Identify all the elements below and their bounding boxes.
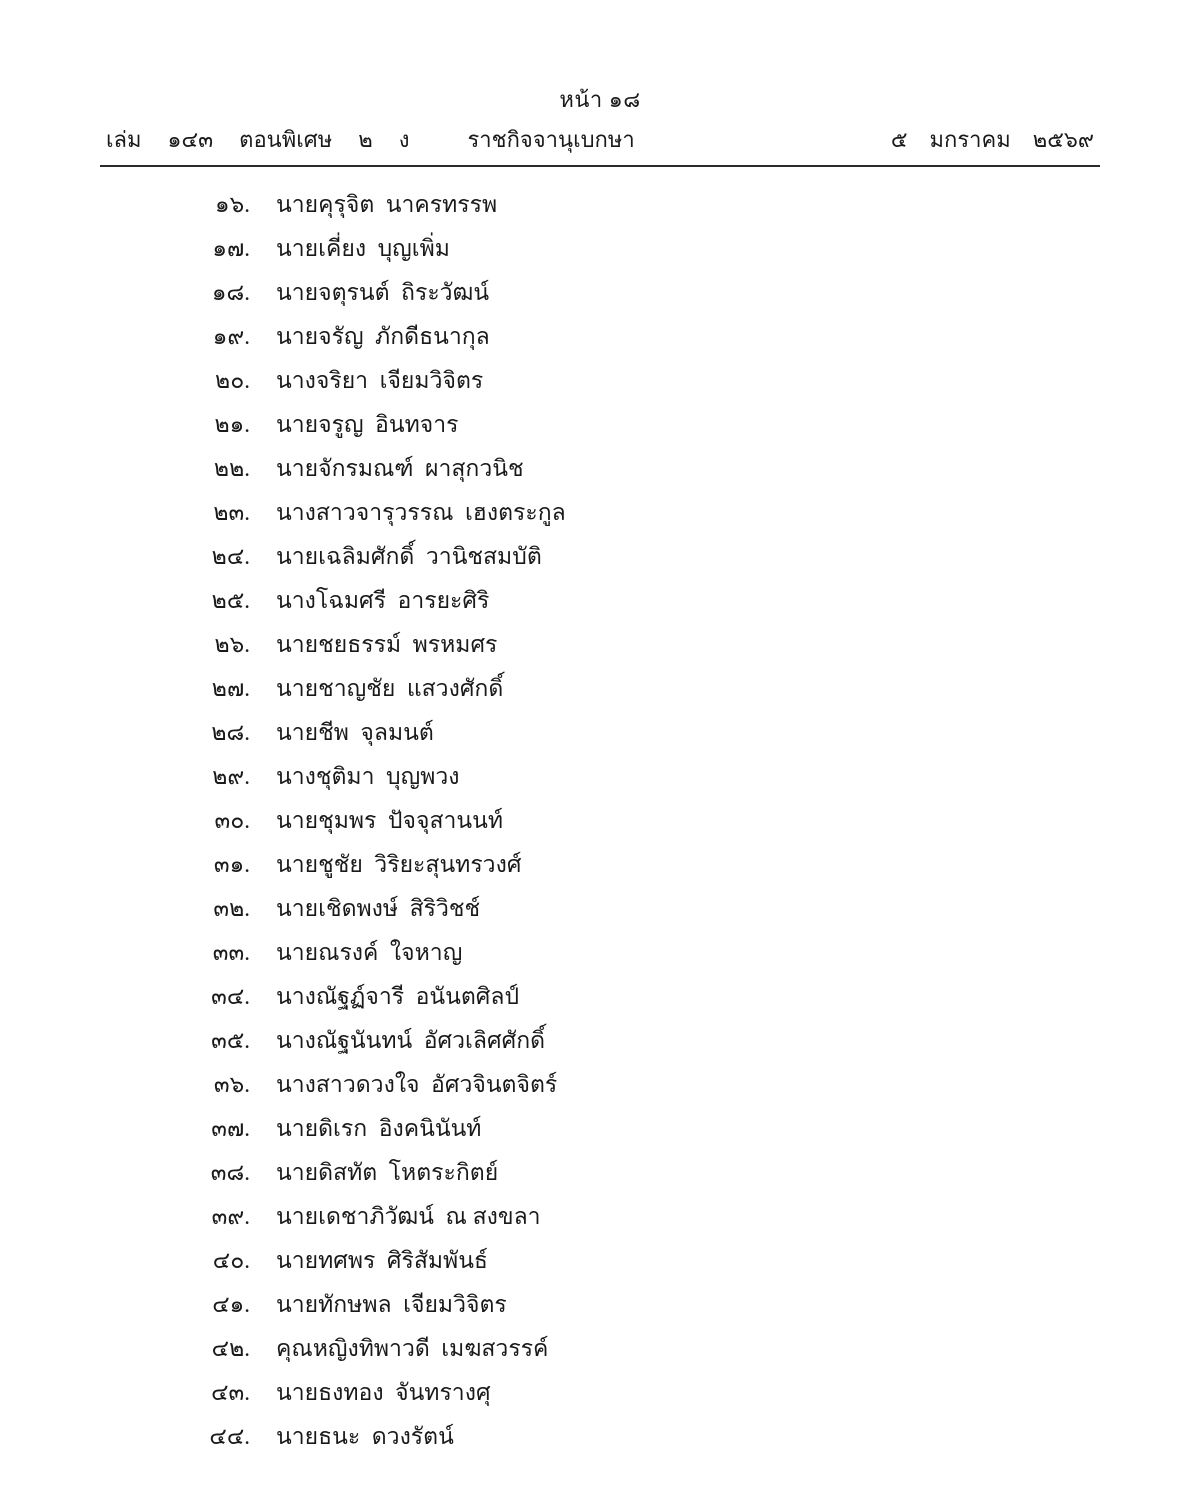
list-item	[172, 1425, 1100, 1469]
list-item-number: ๔๑.	[212, 1292, 250, 1318]
list-item-number: ๓๗.	[211, 1116, 250, 1142]
list-item-number: ๓๖.	[213, 1072, 250, 1098]
list-item	[172, 1381, 1100, 1425]
list-item-name: นายเดชาภิวัฒน์ ณ สงขลา	[276, 1204, 541, 1230]
list-item-number: ๒๐.	[215, 368, 250, 394]
list-item	[172, 1161, 1100, 1205]
list-item-name: นายทศพร ศิริสัมพันธ์	[276, 1248, 488, 1274]
list-item-number: ๓๕.	[211, 1028, 250, 1054]
date-day: ๕	[890, 127, 908, 153]
list-item-number: ๒๖.	[214, 632, 250, 658]
list-item	[172, 457, 1100, 501]
list-item-number: ๓๙.	[211, 1204, 250, 1230]
header-date-group	[891, 122, 1094, 157]
list-item-name: นายจรูญ อินทจาร	[276, 412, 459, 438]
list-item-number: ๒๗.	[211, 676, 250, 702]
gazette-title: ราชกิจจานุเบกษา	[467, 127, 635, 153]
list-item-number: ๑๘.	[211, 280, 250, 306]
list-item	[172, 545, 1100, 589]
list-item-name: นางชุติมา บุญพวง	[276, 764, 460, 790]
list-item	[172, 325, 1100, 369]
list-item-number: ๓๐.	[214, 808, 250, 834]
date-month: มกราคม	[929, 127, 1011, 153]
list-item-name: นายเชิดพงษ์ สิริวิชช์	[276, 896, 481, 922]
list-item	[172, 853, 1100, 897]
list-item	[172, 281, 1100, 325]
volume-label: เล่ม	[106, 127, 142, 153]
list-item-name: คุณหญิงทิพาวดี เมฆสวรรค์	[276, 1336, 549, 1362]
series-value: ง	[398, 127, 410, 153]
list-item	[172, 1205, 1100, 1249]
list-item-number: ๒๒.	[213, 456, 250, 482]
list-item-name: นางสาวจารุวรรณ เฮงตระกูล	[276, 500, 566, 526]
list-item-name: นางณัฐฏ์จารี อนันตศิลป์	[276, 984, 520, 1010]
list-item-name: นายทักษพล เจียมวิจิตร	[276, 1292, 507, 1318]
list-item-number: ๓๑.	[213, 852, 250, 878]
list-item-number: ๓๒.	[213, 896, 250, 922]
list-item-name: นางณัฐนันทน์ อัศวเลิศศักดิ์	[276, 1028, 546, 1054]
list-item	[172, 413, 1100, 457]
name-list	[100, 193, 1100, 1469]
list-item	[172, 721, 1100, 765]
list-item-name: นายจักรมณฑ์ ผาสุกวนิช	[276, 456, 524, 482]
list-item-name: นางจริยา เจียมวิจิตร	[276, 368, 484, 394]
date-year: ๒๕๖๙	[1032, 127, 1094, 153]
list-item-number: ๔๒.	[211, 1336, 250, 1362]
list-item-number: ๒๑.	[214, 412, 250, 438]
list-item-name: นายชุมพร ปัจจุสานนท์	[276, 808, 504, 834]
list-item	[172, 501, 1100, 545]
list-item-name: นายคุรุจิต นาครทรรพ	[276, 192, 498, 218]
list-item-number: ๒๓.	[213, 500, 250, 526]
list-item	[172, 941, 1100, 985]
list-item-name: นางโฉมศรี อารยะศิริ	[276, 588, 490, 614]
list-item	[172, 1073, 1100, 1117]
list-item-name: นายชาญชัย แสวงศักดิ์	[276, 676, 504, 702]
list-item-name: นายจตุรนต์ ถิระวัฒน์	[276, 280, 490, 306]
list-item-name: นายชยธรรม์ พรหมศร	[276, 632, 498, 658]
list-item	[172, 677, 1100, 721]
list-item	[172, 237, 1100, 281]
list-item-number: ๔๔.	[209, 1424, 250, 1450]
list-item-name: นายณรงค์ ใจหาญ	[276, 940, 463, 966]
list-item-name: นายธนะ ดวงรัตน์	[276, 1424, 454, 1450]
list-item-name: นายจรัญ ภักดีธนากุล	[276, 324, 490, 350]
list-item-number: ๔๐.	[212, 1248, 250, 1274]
list-item	[172, 193, 1100, 237]
list-item	[172, 1337, 1100, 1381]
list-item-name: นายเฉลิมศักดิ์ วานิชสมบัติ	[276, 544, 542, 570]
list-item-number: ๒๔.	[211, 544, 250, 570]
list-item	[172, 897, 1100, 941]
list-item	[172, 633, 1100, 677]
page-number: หน้า ๑๘	[559, 87, 641, 112]
list-item	[172, 1293, 1100, 1337]
list-item	[172, 809, 1100, 853]
list-item-number: ๒๘.	[211, 720, 250, 746]
list-item	[172, 1249, 1100, 1293]
section-label: ตอนพิเศษ	[239, 127, 333, 153]
list-item-name: นายชูชัย วิริยะสุนทรวงศ์	[276, 852, 522, 878]
section-value: ๒	[358, 127, 373, 153]
list-item-number: ๑๖.	[215, 192, 250, 218]
list-item	[172, 1117, 1100, 1161]
list-item-number: ๔๓.	[211, 1380, 250, 1406]
volume-value: ๑๔๓	[167, 127, 214, 153]
list-item-name: นายชีพ จุลมนต์	[276, 720, 434, 746]
gazette-header	[100, 122, 1100, 157]
list-item-name: นายธงทอง จันทรางศุ	[276, 1380, 491, 1406]
list-item-name: นายดิเรก อิงคนินันท์	[276, 1116, 482, 1142]
list-item-number: ๑๗.	[212, 236, 250, 262]
list-item-number: ๓๘.	[210, 1160, 250, 1186]
list-item-number: ๒๕.	[211, 588, 250, 614]
list-item	[172, 1029, 1100, 1073]
list-item-number: ๑๙.	[212, 324, 250, 350]
list-item-name: นายดิสทัต โหตระกิตย์	[276, 1160, 499, 1186]
header-divider	[100, 165, 1100, 167]
list-item	[172, 369, 1100, 413]
list-item-number: ๓๓.	[212, 940, 250, 966]
list-item	[172, 765, 1100, 809]
list-item-number: ๒๙.	[212, 764, 250, 790]
header-left-group	[106, 122, 409, 157]
list-item	[172, 589, 1100, 633]
list-item-name: นางสาวดวงใจ อัศวจินตจิตร์	[276, 1072, 558, 1098]
list-item	[172, 985, 1100, 1029]
list-item-number: ๓๔.	[211, 984, 250, 1010]
list-item-name: นายเคี่ยง บุญเพิ่ม	[276, 236, 450, 262]
